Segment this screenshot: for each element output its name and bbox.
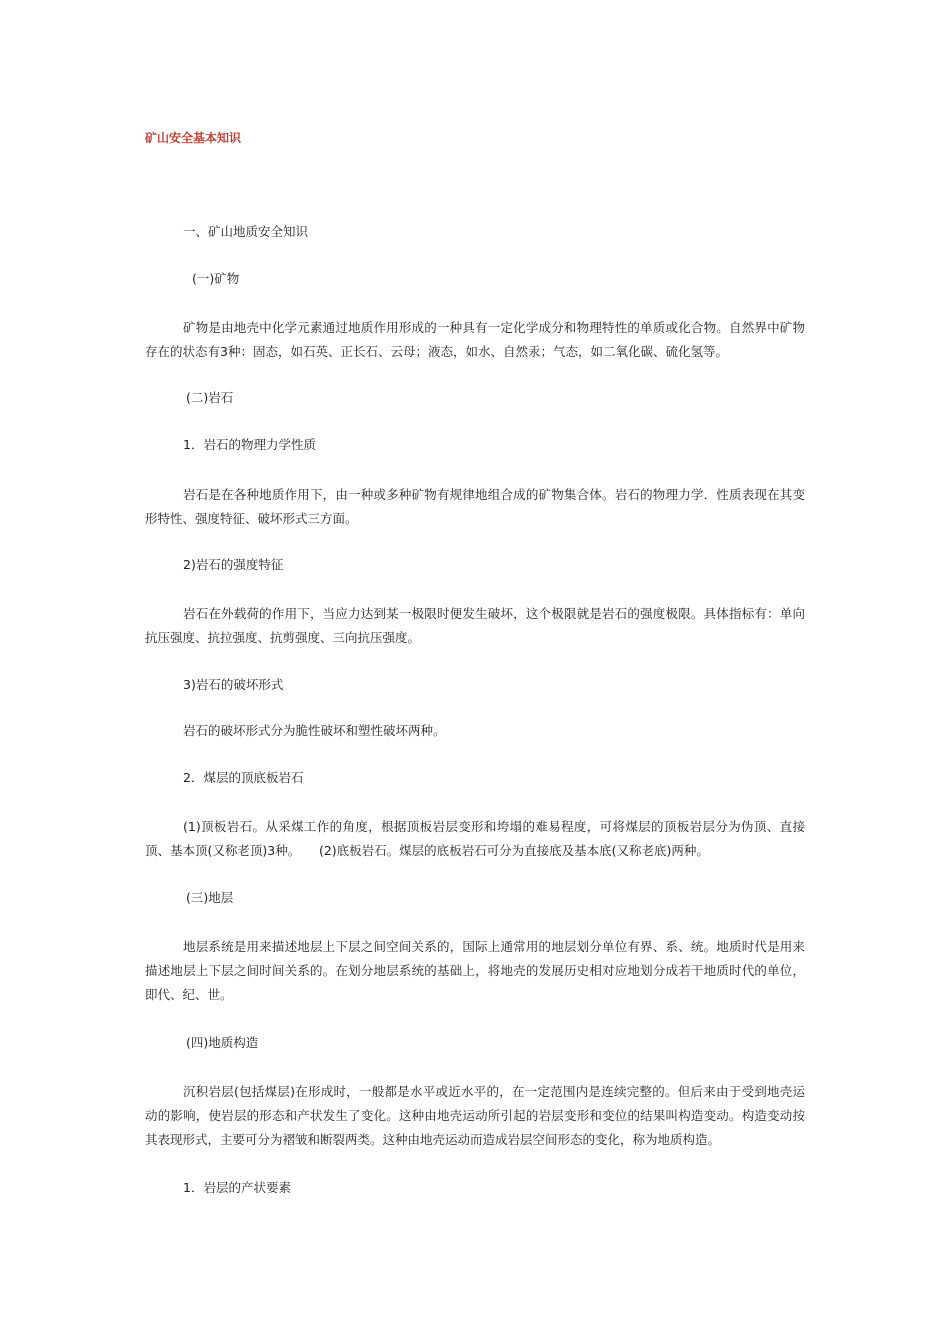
paragraph: 地层系统是用来描述地层上下层之间空间关系的，国际上通常用的地层划分单位有界、系、统。地质时代是用来描述地层上下层之间时间关系的。在划分地层系统的基础上，将地壳的发展历史相对应地划分成若干地质时代的单位，即代、纪、世。: [145, 939, 805, 1002]
item-heading: 2．煤层的顶底板岩石: [183, 770, 304, 785]
paragraph: 沉积岩层(包括煤层)在形成时，一般都是水平或近水平的，在一定范围内是连续完整的。但后来由于受到地壳运动的影响，使岩层的形态和产状发生了变化。这种由地壳运动所引起的岩层变形和变位的结果叫构造变动。构造变动按其表现形式，主要可分为褶皱和断裂两类。这种由地壳运动而造成岩层空间形态的变化，称为地质构造。: [145, 1084, 805, 1147]
paragraph: 岩石的破坏形式分为脆性破坏和塑性破坏两种。: [183, 723, 446, 738]
paragraph: 岩石是在各种地质作用下，由一种或多种矿物有规律地组合成的矿物集合体。岩石的物理力学．性质表现在其变形特性、强度特征、破坏形式三方面。: [145, 487, 805, 526]
item-heading: 2)岩石的强度特征: [183, 557, 284, 572]
paragraph: (1)顶板岩石。从采煤工作的角度，根据顶板岩层变形和垮塌的难易程度，可将煤层的顶板岩层分为伪顶、直接顶、基本顶(又称老顶)3种。 (2)底板岩石。煤层的底板岩石可分为直接底及基本底(又称老底)两种。: [145, 819, 805, 858]
item-heading: 1．岩层的产状要素: [183, 1180, 291, 1195]
document-title: 矿山安全基本知识: [145, 131, 242, 145]
section-heading: 一、矿山地质安全知识: [183, 224, 309, 239]
subsection-heading: (一)矿物: [192, 271, 240, 286]
subsection-heading: (三)地层: [186, 890, 234, 905]
item-heading: 3)岩石的破坏形式: [183, 677, 284, 692]
subsection-heading: (四)地质构造: [186, 1035, 259, 1050]
paragraph: 矿物是由地壳中化学元素通过地质作用形成的一种具有一定化学成分和物理特性的单质或化合物。自然界中矿物存在的状态有3种：固态，如石英、正长石、云母；液态，如水、自然汞；气态，如二氧化碳、硫化氢等。: [145, 320, 805, 359]
subsection-heading: (二)岩石: [186, 390, 234, 405]
item-heading: 1．岩石的物理力学性质: [183, 437, 316, 452]
paragraph: 岩石在外载荷的作用下，当应力达到某一极限时便发生破坏，这个极限就是岩石的强度极限。具体指标有：单向抗压强度、抗拉强度、抗剪强度、三向抗压强度。: [145, 606, 805, 645]
